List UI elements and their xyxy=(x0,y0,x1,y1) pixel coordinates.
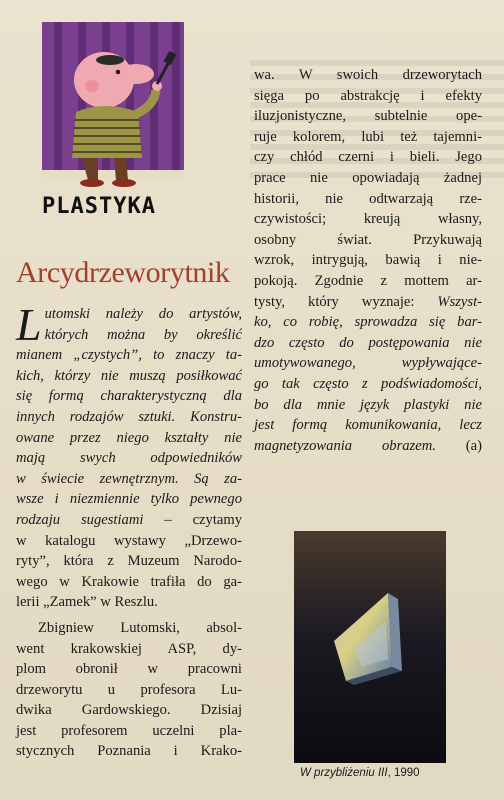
text-line: w katalogu wystawy „Drzewo- xyxy=(16,532,242,549)
text-line: historii, nie odtwarzają rze- xyxy=(254,190,482,207)
text-line: których można by określić xyxy=(44,326,242,343)
text-line: lerii „Zamek” w Reszlu. xyxy=(16,594,158,611)
text-line: wego w Krakowie trafiła do ga- xyxy=(16,573,242,590)
left-column xyxy=(16,299,242,762)
section-label: PLASTYKA xyxy=(42,194,156,219)
text-line: iluzjonistyczne, subtelnie ope- xyxy=(254,108,482,125)
text-line: ruje kolorem, lubi też tajemni- xyxy=(254,128,482,145)
text-line: stycznych Poznania i Krako- xyxy=(16,743,242,760)
woodcut-artwork-image xyxy=(294,531,446,763)
text-line: went krakowskiej ASP, dy- xyxy=(16,640,242,657)
text-line: sięga po abstrakcję i efekty xyxy=(254,87,482,104)
text-line: plom obronił w pracowni xyxy=(16,661,242,678)
motto-intro: tysty, który wyznaje: xyxy=(254,293,438,310)
text-line xyxy=(16,510,242,531)
text-line: wa. W swoich drzeworytach xyxy=(254,67,482,83)
quote-end: magnetyzowania obrazem. xyxy=(254,437,436,454)
quote-end-fragment: rodzaju sugestiami xyxy=(16,511,144,528)
text-line: wzrok, intrygują, bawią i nie- xyxy=(254,252,482,269)
text-line: ryty”, która z Muzeum Narodo- xyxy=(16,553,242,570)
text-line: w świecie zewnętrznym. Są za- xyxy=(16,470,242,487)
article-title: Arcydrzeworytnik xyxy=(16,256,230,289)
quote-line: ko, co robię, sprowadza się bar- xyxy=(254,314,482,331)
text-line: mianem „czystych”, to znaczy ta- xyxy=(16,347,242,364)
quote-line: go tak często z podświadomości, xyxy=(254,375,482,392)
caption-year: , 1990 xyxy=(387,767,420,779)
attribution-fragment: – czytamy xyxy=(143,511,242,528)
quote-line: umotywowanego, wypływające- xyxy=(254,355,482,372)
continuation-paragraph xyxy=(254,65,482,456)
quote-start: Wszyst- xyxy=(437,293,482,310)
text-line: utomski należy do artystów, xyxy=(44,306,242,322)
quote-line: dzo często do postępowania nie xyxy=(254,334,482,351)
quote-line: jest formą komunikowania, lecz xyxy=(254,417,482,434)
text-line: Zbigniew Lutomski, absol- xyxy=(38,619,242,636)
quote-line: bo dla mnie język plastyki nie xyxy=(254,396,482,413)
text-line: czy chłód czerni i bieli. Jego xyxy=(254,149,482,166)
author-signature: (a) xyxy=(465,437,482,454)
image-caption xyxy=(300,767,420,779)
right-column xyxy=(254,65,482,456)
second-paragraph xyxy=(16,618,242,762)
text-line: jest profesorem uczelni pla- xyxy=(16,722,242,739)
text-line: osobny świat. Przykuwają xyxy=(254,231,482,248)
text-line: drzeworytu u profesora Lu- xyxy=(16,681,242,698)
text-line: innych rodzajów sztuki. Konstru- xyxy=(16,408,242,425)
text-line xyxy=(254,436,482,457)
text-line: prace nie opowiadają żadnej xyxy=(254,169,482,186)
caption-title: W przybliżeniu III xyxy=(300,767,388,779)
text-line: owane przez niego kształty nie xyxy=(16,429,242,446)
text-line xyxy=(254,292,482,313)
painter-illustration-icon xyxy=(38,20,188,192)
drop-cap: L xyxy=(16,299,42,350)
text-line: się formą charakterystyczną dla xyxy=(16,388,242,405)
lead-paragraph xyxy=(16,299,242,613)
text-line: mają swych odpowiedników xyxy=(16,450,242,467)
text-line: pokoją. Zgodnie z mottem ar- xyxy=(254,272,482,289)
text-line: czywistości; kreują własny, xyxy=(254,211,482,228)
text-line: kich, którzy nie muszą posiłkować xyxy=(16,367,242,384)
text-line: wsze i niezmiennie tylko pewnego xyxy=(16,491,242,508)
text-line: dwika Gardowskiego. Dzisiaj xyxy=(16,702,242,719)
